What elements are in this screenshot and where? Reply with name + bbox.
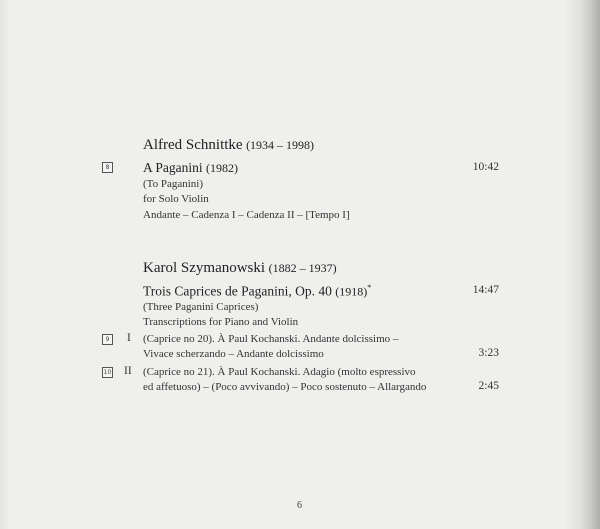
page-number: 6	[297, 500, 302, 511]
composer-heading-schnittke	[143, 137, 314, 154]
work-title-a-paganini	[143, 160, 238, 176]
composer-name: Karol Szymanowski	[143, 260, 266, 276]
track-duration: 10:42	[472, 161, 499, 173]
movement-description-line: ed affetuoso) – (Poco avvivando) – Poco sostenuto – Allargando	[143, 381, 427, 393]
track-number-box: 8	[102, 162, 113, 173]
work-title-text: Trois Caprices de Paganini, Op. 40	[143, 283, 332, 299]
work-duration: 14:47	[472, 284, 499, 296]
work-movements: Andante – Cadenza I – Cadenza II – [Tempo I]	[143, 209, 350, 221]
footnote-mark: *	[367, 283, 372, 292]
movement-description-line: (Caprice no 21). À Paul Kochanski. Adagio (molto espressivo	[143, 366, 416, 378]
work-year: (1982)	[206, 161, 238, 175]
composer-name: Alfred Schnittke	[143, 137, 243, 153]
work-title-trois-caprices	[143, 283, 371, 300]
track-number-box: 10	[103, 369, 112, 376]
movement-numeral: II	[124, 365, 132, 377]
work-subtitle: (Three Paganini Caprices)	[143, 301, 259, 313]
work-title-text: A Paganini	[143, 160, 203, 175]
composer-dates: (1934 – 1998)	[246, 138, 315, 152]
page-edge-shadow	[0, 0, 10, 529]
work-subtitle: (To Paganini)	[143, 178, 204, 190]
track-number-box: 9	[102, 334, 113, 345]
work-scoring: Transcriptions for Piano and Violin	[143, 316, 299, 328]
movement-description-line: Vivace scherzando – Andante dolcissimo	[143, 348, 324, 360]
movement-description-line: (Caprice no 20). À Paul Kochanski. Andante dolcissimo –	[143, 333, 399, 345]
work-year: (1918)	[335, 284, 368, 299]
work-scoring: for Solo Violin	[143, 193, 209, 205]
composer-heading-szymanowski	[143, 260, 337, 277]
composer-dates: (1882 – 1937)	[268, 261, 337, 275]
spine-shadow	[564, 0, 600, 529]
movement-numeral: I	[127, 332, 131, 344]
track-duration: 3:23	[478, 347, 499, 359]
track-duration: 2:45	[478, 380, 499, 392]
